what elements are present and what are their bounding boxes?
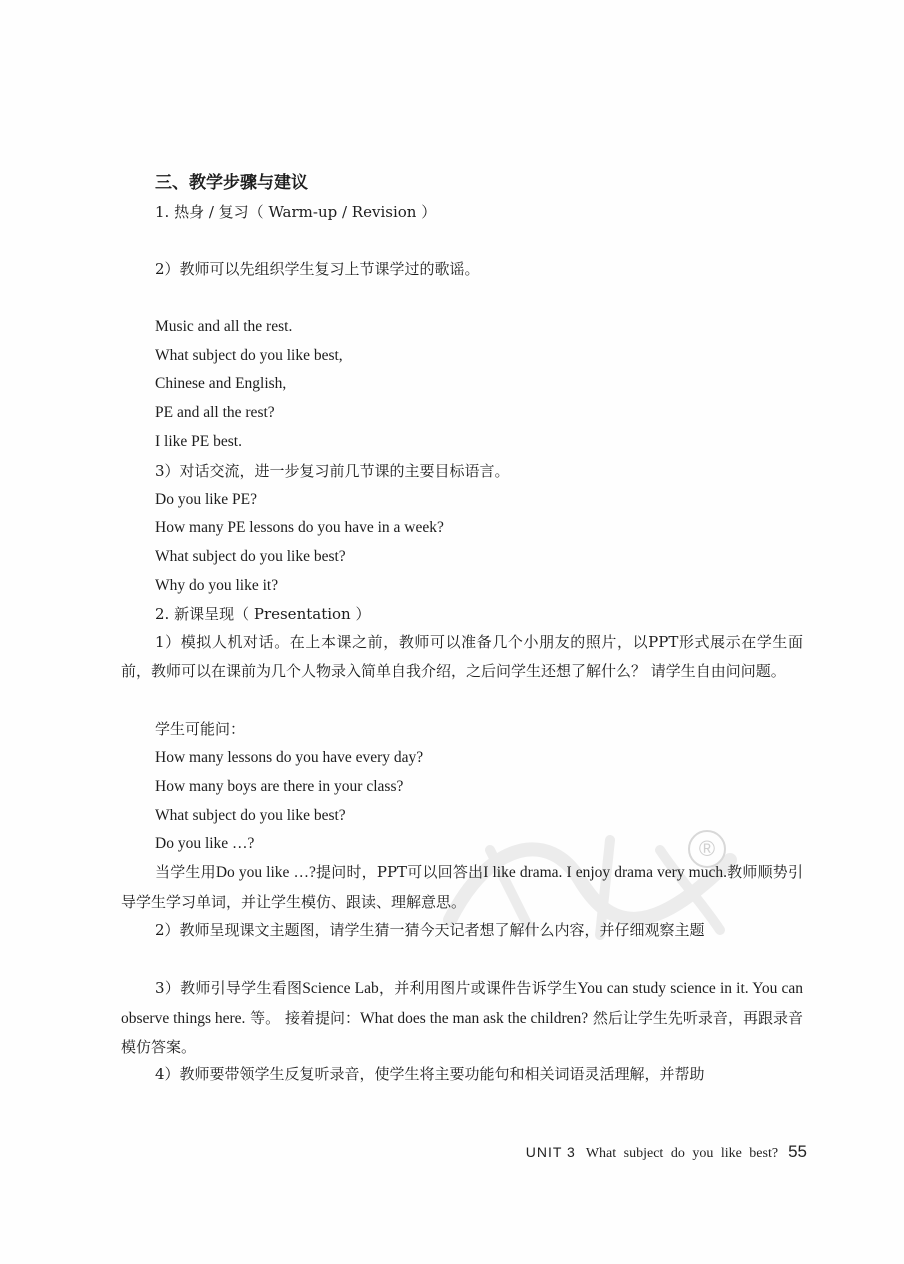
item3-text-zh: 然后让学生先听录音，再跟录音模仿答案。	[121, 1008, 803, 1057]
page-number: 55	[788, 1142, 807, 1161]
drama-text-en: Do you like …?	[215, 864, 316, 881]
question-line: How many boys are there in your class?	[155, 778, 404, 795]
section-heading: 三、教学步骤与建议	[155, 173, 308, 193]
drama-text-zh: 提问时，PPT可以回答出	[315, 863, 484, 881]
question-line: How many lessons do you have every day?	[155, 749, 424, 766]
students-may-ask-label: 学生可能问：	[155, 720, 246, 738]
item3-text-zh: 3）教师引导学生看图	[155, 979, 303, 997]
item3-text-zh: 等。 接着提问：	[245, 1008, 360, 1027]
item3-text-en: Science Lab	[302, 980, 379, 997]
drama-text-zh: 教师顺势引导学生学习单词，并让学生模仿、跟读、理解意思。	[121, 863, 803, 911]
warmup-title: 1. 热身 / 复习（ Warm-up / Revision ）	[155, 203, 437, 221]
question-line: Do you like …?	[155, 835, 255, 852]
presentation-item-4: 4）教师要带领学生反复听录音，使学生将主要功能句和相关词语灵活理解，并帮助	[155, 1065, 705, 1083]
drama-paragraph	[121, 858, 803, 916]
drama-text-zh: 当学生用	[155, 863, 216, 881]
chant-line: Music and all the rest.	[155, 318, 293, 335]
dialogue-line: How many PE lessons do you have in a week?	[155, 519, 444, 536]
chant-line: Chinese and English,	[155, 375, 287, 392]
presentation-item-1: 1）模拟人机对话。在上本课之前，教师可以准备几个小朋友的照片，以PPT形式展示在学生面前，教师可以在课前为几个人物录入简单自我介绍，之后问学生还想了解什么？ 请学生自由问问题。	[121, 633, 803, 680]
registered-trademark-mark: ®	[688, 830, 726, 868]
chant-line: PE and all the rest?	[155, 404, 275, 421]
drama-text-en: I like drama. I enjoy drama very much.	[483, 864, 727, 881]
item3-text-zh: ，并利用图片或课件告诉学生	[378, 979, 578, 997]
chant-line: What subject do you like best,	[155, 347, 343, 364]
item3-text-en: You can study science in it. You can observe things here.	[121, 980, 804, 1027]
presentation-item-2: 2）教师呈现课文主题图，请学生猜一猜今天记者想了解什么内容，并仔细观察主题	[155, 921, 705, 939]
unit-label: UNIT 3	[525, 1144, 576, 1160]
presentation-item-3	[121, 974, 803, 1062]
item3-text-en: What does the man ask the children?	[359, 1009, 589, 1027]
chant-line: I like PE best.	[155, 433, 242, 450]
dialogue-line: Do you like PE?	[155, 491, 258, 508]
unit-title: What subject do you like best?	[585, 1146, 779, 1161]
warmup-item-3: 3）对话交流，进一步复习前几节课的主要目标语言。	[155, 462, 510, 480]
page-footer	[526, 1141, 807, 1165]
dialogue-line: Why do you like it?	[155, 577, 279, 594]
warmup-item-2: 2）教师可以先组织学生复习上节课学过的歌谣。	[155, 260, 480, 278]
question-line: What subject do you like best?	[155, 807, 346, 824]
presentation-title: 2. 新课呈现（ Presentation ）	[155, 605, 371, 623]
dialogue-line: What subject do you like best?	[155, 548, 346, 565]
